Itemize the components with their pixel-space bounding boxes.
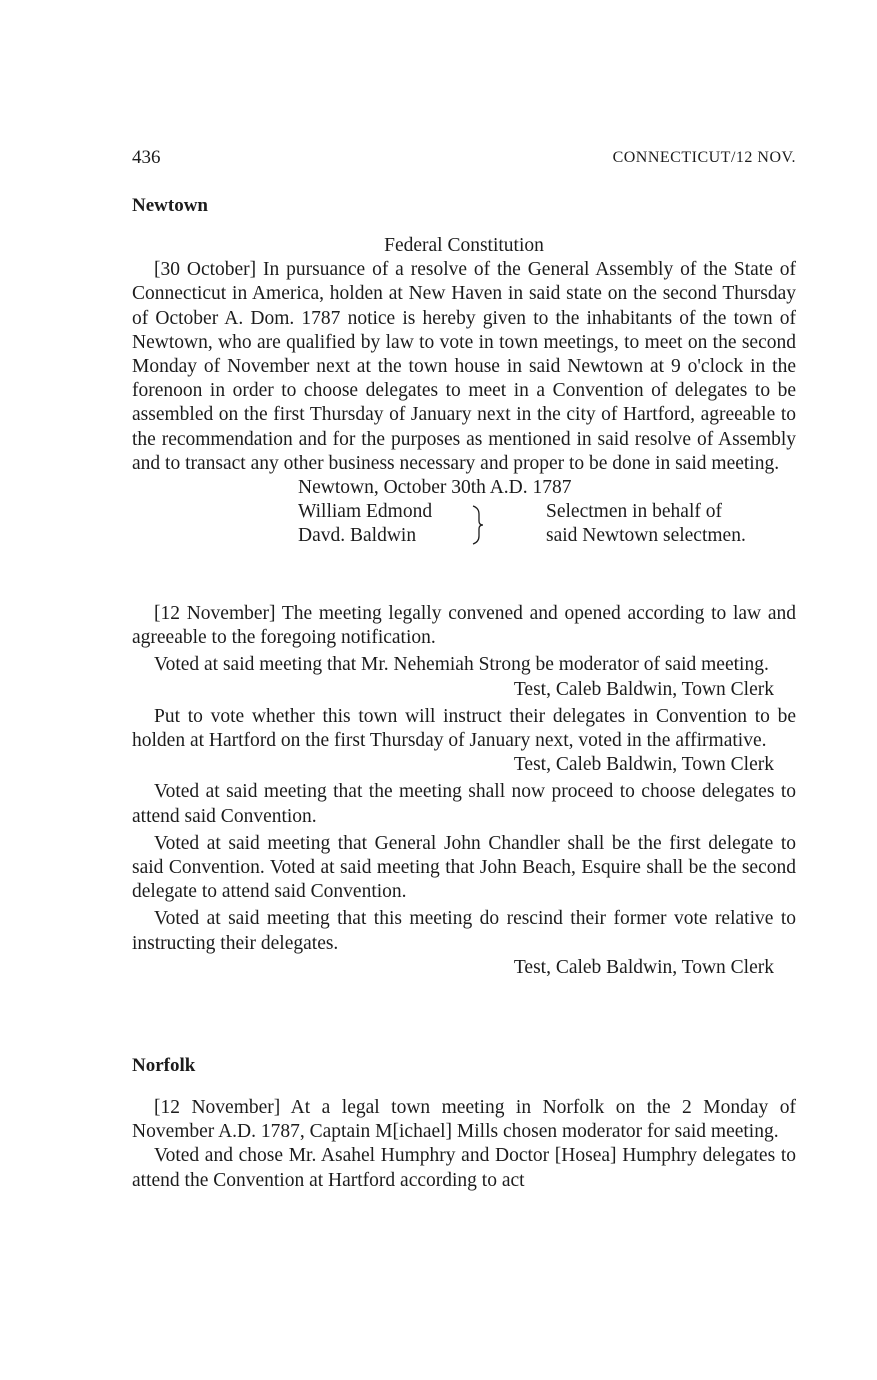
signer-name: William Edmond [298,501,433,523]
newtown-notice [132,234,796,549]
notice-dateline: Newtown, October 30th A.D. 1787 [298,477,572,499]
minutes-paragraph: Voted at said meeting that General John Chandler shall be the first delegate to said Convention. Voted at said meeting that John Beach, Esquire shall be the second delegate to attend said Convention. [132,832,796,903]
notice-body: [30 October] In pursuance of a resolve of the General Assembly of the State of Connecticut in America, holden at New Haven in said state on the second Thursday of October A. Dom. 1787 notice is hereby given to the inhabitants of the town of Newtown, who are qualified by law to vote in town meetings, to meet on the second Monday of November next at the town house in said Newtown at 9 o'clock in the forenoon in order to choose delegates to meet in a Convention of delegates to be assembled on the first Thursday of January next in the city of Hartford, agreeable to the recommendation and for the purposes as mentioned in said resolve of Assembly and to transact any other business necessary and proper to be done in said meeting. [132,259,796,474]
minutes-paragraph: Put to vote whether this town will instruct their delegates in Convention to be holden at Hartford on the first Thursday of January next, voted in the affirmative. [132,705,796,752]
running-title: CONNECTICUT/12 NOV. [612,149,796,166]
brace-mark [470,504,486,546]
attestation: Test, Caleb Baldwin, Town Clerk [513,754,774,776]
minutes-paragraph: Voted at said meeting that the meeting shall now proceed to choose delegates to attend said Convention. [132,781,796,827]
minutes-paragraph: Voted at said meeting that Mr. Nehemiah Strong be moderator of said meeting. [154,654,769,676]
signer-role: said Newtown selectmen. [546,525,746,547]
attestation: Test, Caleb Baldwin, Town Clerk [513,678,774,700]
page-number: 436 [132,147,161,168]
attestation: Test, Caleb Baldwin, Town Clerk [513,956,774,978]
section-heading-norfolk: Norfolk [132,1055,196,1076]
signer-name: Davd. Baldwin [298,525,417,547]
norfolk-minutes [132,1096,796,1193]
minutes-paragraph: [12 November] At a legal town meeting in Norfolk on the 2 Monday of November A.D. 1787, Captain M[ichael] Mills chosen moderator for said meeting. [132,1097,796,1143]
minutes-paragraph: Voted at said meeting that this meeting do rescind their former vote relative to instructing their delegates. [132,908,796,954]
section-heading-newtown: Newtown [132,195,208,216]
notice-title: Federal Constitution [384,235,544,256]
newtown-minutes [132,602,796,980]
signature-block [132,500,796,548]
minutes-paragraph: [12 November] The meeting legally convened and opened according to law and agreeable to the foregoing notification. [132,603,796,649]
minutes-paragraph: Voted and chose Mr. Asahel Humphry and Doctor [Hosea] Humphry delegates to attend the Convention at Hartford according to act [132,1145,796,1191]
signer-role: Selectmen in behalf of [546,501,722,523]
